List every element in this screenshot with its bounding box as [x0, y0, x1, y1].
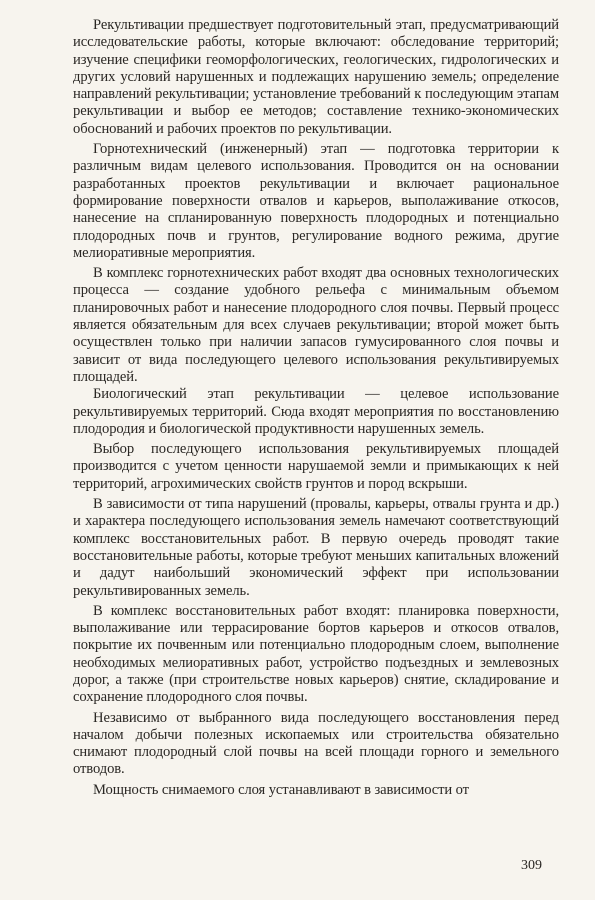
- paragraph-topsoil-removal: Независимо от выбранного вида последующего восстановления перед началом добычи полезных ископаемых или строительства обязательно снимают плодородный слой почвы на всей площади горного и земельного отводов.: [73, 709, 559, 778]
- page-number: 309: [521, 858, 542, 873]
- paragraph-biological-stage: Биологический этап рекультивации — целевое использование рекультивируемых территорий. Сюда входят мероприятия по восстановлению плодородия и биологической продуктивности нарушенных земель.: [73, 386, 559, 437]
- paragraph-restoration-works: В комплекс восстановительных работ входят: планировка поверхности, выполаживание или террасирование бортов карьеров и откосов отвалов, покрытие их почвенным или потенциально плодородным слоем, выполнение необходимых мелиоративных работ, устройство подъездных и землевозных дорог, а также (при строительстве новых карьеров) снятие, складирование и сохранение плодородного слоя почвы.: [73, 602, 559, 706]
- paragraph-choice-of-use: Выбор последующего использования рекультивируемых площадей производится с учетом ценности нарушаемой земли и примыкающих к ней территорий, агрохимических свойств грунтов и пород вскрыши.: [73, 441, 559, 492]
- paragraph-restoration-dependence: В зависимости от типа нарушений (провалы, карьеры, отвалы грунта и др.) и характера последующего использования земель намечают соответствующий комплекс восстановительных работ. В первую очередь проводят такие восстановительные работы, которые требуют меньших капитальных вложений и дадут наибольший экономический эффект при использовании рекультивированных земель.: [73, 496, 559, 599]
- paragraph-mining-technical-stage: Горнотехнический (инженерный) этап — подготовка территории к различным видам целевого использования. Проводится он на основании разработанных проектов рекультивации и включает рациональное формирование поверхности отвалов и карьеров, выполаживание откосов, нанесение на спланированную поверхность плодородных и потенциально плодородных почв и грунтов, регулирование водного режима, другие мелиоративные мероприятия.: [73, 141, 559, 261]
- paragraph-preparatory-stage: Рекультивации предшествует подготовительный этап, предусматривающий исследовательские работы, которые включают: обследование территорий; изучение специфики геоморфологических, геологических, гидрологических и других условий нарушенных и подлежащих нарушению земель; определение направлений рекультивации; установление требований к последующим этапам рекультивации и выбор ее методов; составление технико-экономических обоснований и рабочих проектов по рекультивации.: [73, 17, 559, 137]
- body-text: [73, 17, 559, 799]
- paragraph-layer-thickness: Мощность снимаемого слоя устанавливают в зависимости от: [93, 781, 469, 798]
- paragraph-mining-works-complex: В комплекс горнотехнических работ входят два основных технологических процесса — создание удобного рельефа с минимальным объемом планировочных работ и нанесение плодородного слоя почвы. Первый процесс является обязательным для всех случаев рекультивации; второй может быть осуществлен только при наличии запасов гумусированного слоя почвы и зависит от вида последующего целевого использования рекультивируемых площадей.: [73, 265, 559, 385]
